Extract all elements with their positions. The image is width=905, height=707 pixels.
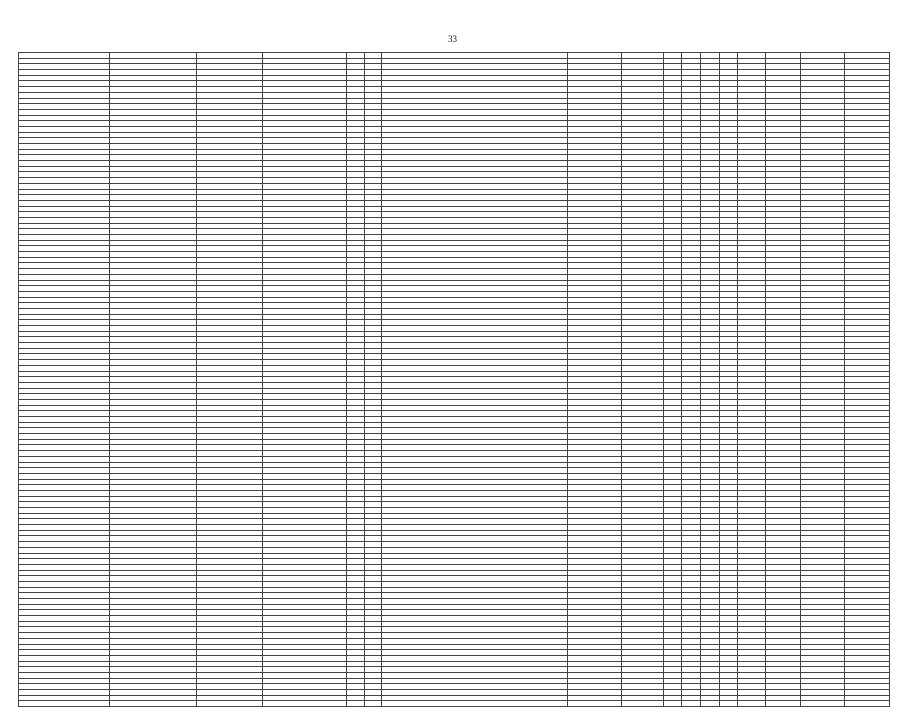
table-cell bbox=[845, 701, 890, 707]
table-cell bbox=[738, 701, 766, 707]
table-cell bbox=[663, 701, 682, 707]
table-cell bbox=[381, 701, 568, 707]
register-table bbox=[18, 52, 890, 707]
table-cell bbox=[19, 701, 110, 707]
table-cell bbox=[766, 701, 801, 707]
table-cell bbox=[700, 701, 719, 707]
table-cell bbox=[719, 701, 738, 707]
table-cell bbox=[109, 701, 196, 707]
register-table-wrap bbox=[18, 52, 890, 707]
table-cell bbox=[197, 701, 262, 707]
page-number: 33 bbox=[448, 34, 457, 44]
table-cell bbox=[262, 701, 346, 707]
table-cell bbox=[346, 701, 365, 707]
table-cell bbox=[365, 701, 381, 707]
register-rows bbox=[19, 53, 890, 707]
table-cell bbox=[682, 701, 701, 707]
table-cell bbox=[568, 701, 622, 707]
table-cell bbox=[621, 701, 663, 707]
table-row bbox=[19, 701, 890, 707]
table-cell bbox=[801, 701, 845, 707]
